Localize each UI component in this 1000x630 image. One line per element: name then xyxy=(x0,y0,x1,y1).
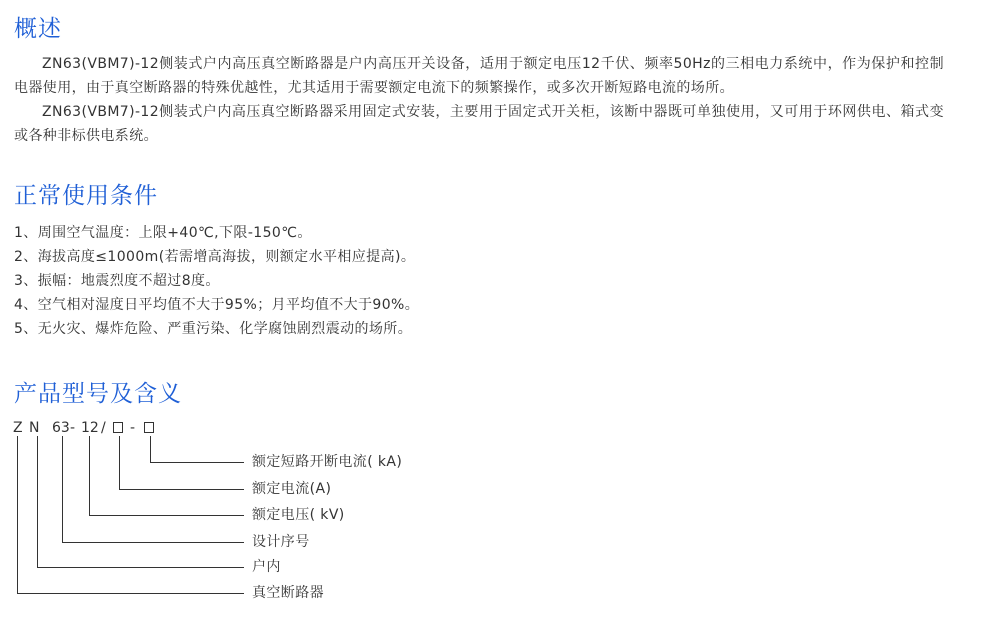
overview-paragraph-2: ZN63(VBM7)-12侧装式户内高压真空断路器采用固定式安装，主要用于固定式开关柜，该断中器既可单独使用，又可用于环网供电、箱式变或各种非标供电系统。 xyxy=(14,104,944,144)
label-vacuum-breaker: 真空断路器 xyxy=(252,585,324,601)
line-breaking-current xyxy=(151,436,245,463)
model-code-n: N xyxy=(29,420,40,436)
model-code-slash: / xyxy=(101,420,106,436)
label-indoor: 户内 xyxy=(252,559,281,575)
condition-item-4: 4、空气相对湿度日平均值不大于95%；月平均值不大于90%。 xyxy=(14,297,420,313)
overview-paragraph-1: ZN63(VBM7)-12侧装式户内高压真空断路器是户内高压开关设备，适用于额定电压12千伏、频率50Hz的三相电力系统中，作为保护和控制电器使用，由于真空断路器的特殊优越性，尤其适用于需要额定电流下的频繁操作，或多次开断短路电流的场所。 xyxy=(14,56,944,96)
model-code-dash-2: - xyxy=(130,420,136,436)
line-indoor xyxy=(38,436,245,568)
overview-heading: 概述 xyxy=(14,16,62,42)
condition-item-1: 1、周围空气温度：上限+40℃,下限-150℃。 xyxy=(14,225,312,241)
model-code-z: Z xyxy=(13,420,23,436)
condition-item-5: 5、无火灾、爆炸危险、严重污染、化学腐蚀剧烈震动的场所。 xyxy=(14,321,413,337)
model-code-dash-1: - xyxy=(70,420,76,436)
conditions-heading: 正常使用条件 xyxy=(14,183,158,209)
label-rated-voltage: 额定电压( kV) xyxy=(252,507,345,523)
line-rated-voltage xyxy=(90,436,245,516)
label-rated-current: 额定电流(A) xyxy=(252,481,332,497)
condition-item-3: 3、振幅：地震烈度不超过8度。 xyxy=(14,273,220,289)
condition-item-2: 2、海拔高度≤1000m(若需增高海拔，则额定水平相应提高)。 xyxy=(14,249,416,265)
line-vacuum-breaker xyxy=(18,436,245,594)
model-code-series: 63 xyxy=(52,420,70,436)
model-code-voltage: 12 xyxy=(81,420,99,436)
label-design-number: 设计序号 xyxy=(252,534,310,550)
label-breaking-current: 额定短路开断电流( kA) xyxy=(252,454,403,470)
model-heading: 产品型号及含义 xyxy=(14,381,182,407)
